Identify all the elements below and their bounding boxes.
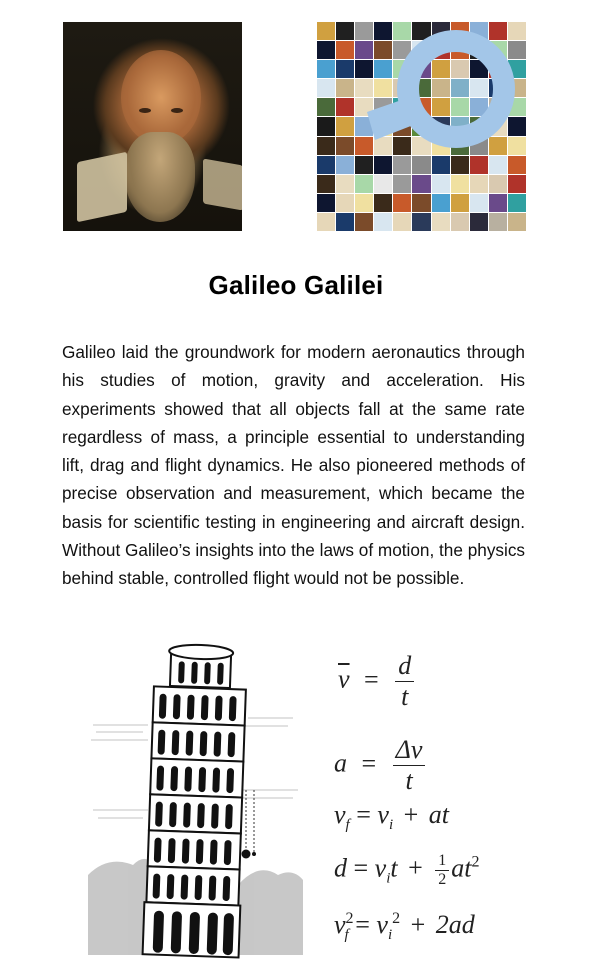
collage-tile: [374, 98, 392, 116]
collage-tile: [432, 117, 450, 135]
page-title: Galileo Galilei: [208, 270, 384, 300]
collage-tile: [412, 60, 430, 78]
collage-tile: [432, 213, 450, 231]
collage-tile: [470, 156, 488, 174]
collage-tile: [432, 137, 450, 155]
collage-tile: [317, 79, 335, 97]
fraction-one-half: $\frac{1}{2}$: [435, 852, 449, 889]
collage-tile: [336, 175, 354, 193]
falling-ball-small: [252, 852, 256, 856]
collage-tile: [317, 156, 335, 174]
collage-tile: [451, 194, 469, 212]
body-paragraph: Galileo laid the groundwork for modern aeronautics through his studies of motion, gravity and acceleration. His experiments showed that all objects fall at the same rate regardless of mass, a principle essential to understanding lift, drag and flight dynamics. He also pioneered methods of precise observation and measurement, which became the basis for scientific testing in engineering and aircraft design. Without Galileo’s insights into the laws of motion, the physics behind stable, controlled flight would not be possible.: [62, 342, 526, 589]
collage-tile: [374, 175, 392, 193]
collage-tile: [336, 22, 354, 40]
leaning-tower-illustration: [88, 640, 303, 960]
collage-tile: [489, 22, 507, 40]
collage-tile: [355, 156, 373, 174]
collage-tile: [489, 194, 507, 212]
collage-tile: [470, 98, 488, 116]
collage-tile: [432, 22, 450, 40]
portrait-head: [121, 50, 201, 145]
collage-tile: [451, 156, 469, 174]
collage-tile: [336, 79, 354, 97]
collage-tile: [432, 175, 450, 193]
collage-tile: [412, 137, 430, 155]
collage-tile: [317, 98, 335, 116]
collage-tile: [432, 41, 450, 59]
image-collage-mosaic: [317, 22, 526, 231]
portrait-eye-left: [139, 108, 151, 113]
collage-tile: [355, 175, 373, 193]
collage-tile: [374, 41, 392, 59]
collage-tile: [432, 194, 450, 212]
collage-tile: [470, 60, 488, 78]
collage-tile: [508, 22, 526, 40]
collage-tile: [489, 156, 507, 174]
collage-tile: [317, 213, 335, 231]
collage-tile: [451, 213, 469, 231]
collage-tile: [336, 213, 354, 231]
collage-tile: [489, 137, 507, 155]
galileo-portrait-image: [63, 22, 242, 231]
collage-tile: [355, 117, 373, 135]
collage-tile: [374, 156, 392, 174]
collage-tile: [451, 137, 469, 155]
collage-tile: [470, 41, 488, 59]
collage-tile: [412, 22, 430, 40]
collage-tile: [412, 117, 430, 135]
collage-tile: [374, 117, 392, 135]
collage-tile: [412, 175, 430, 193]
collage-tile: [355, 60, 373, 78]
collage-tile: [355, 137, 373, 155]
collage-tile: [336, 137, 354, 155]
collage-tile: [432, 156, 450, 174]
collage-tile: [336, 117, 354, 135]
fraction-delta-v-over-t: $\frac{\Delta v}{t}$: [393, 736, 426, 795]
collage-tile: [393, 175, 411, 193]
collage-tile: [470, 79, 488, 97]
fraction-d-over-t: $\frac{d}{t}$: [395, 652, 414, 711]
equation-velocity-squared: $v^2_f = v_i^2 + 2ad$: [334, 910, 475, 943]
collage-tile: [317, 137, 335, 155]
equation-acceleration: a = $\frac{\Delta v}{t}$: [334, 736, 427, 795]
collage-tile: [489, 41, 507, 59]
collage-tile: [393, 79, 411, 97]
collage-tile: [393, 213, 411, 231]
portrait-beard: [125, 132, 195, 222]
collage-tile: [508, 194, 526, 212]
collage-tile: [393, 60, 411, 78]
portrait-collar-left: [77, 152, 127, 223]
collage-tile: [432, 98, 450, 116]
collage-tile: [508, 60, 526, 78]
collage-tile: [393, 194, 411, 212]
collage-tile: [355, 194, 373, 212]
collage-tile: [508, 137, 526, 155]
collage-tile: [317, 117, 335, 135]
collage-tile: [451, 98, 469, 116]
collage-tile: [412, 41, 430, 59]
collage-tile: [317, 41, 335, 59]
collage-tile: [451, 79, 469, 97]
equation-final-velocity: $v_f = v_i$ + at: [334, 800, 450, 833]
collage-tile: [470, 137, 488, 155]
collage-tile: [393, 98, 411, 116]
collage-tile: [374, 79, 392, 97]
collage-tile: [336, 98, 354, 116]
collage-tile: [374, 194, 392, 212]
collage-tile: [470, 213, 488, 231]
collage-tile: [508, 213, 526, 231]
collage-tile: [432, 79, 450, 97]
portrait-collar-right: [203, 158, 242, 210]
collage-tile: [412, 79, 430, 97]
collage-tile: [508, 117, 526, 135]
collage-tile: [470, 22, 488, 40]
collage-tile: [451, 175, 469, 193]
collage-tile: [412, 213, 430, 231]
collage-tile: [489, 213, 507, 231]
collage-tile: [412, 156, 430, 174]
collage-tile: [489, 98, 507, 116]
collage-tile: [508, 175, 526, 193]
collage-tile: [412, 194, 430, 212]
collage-tile: [489, 175, 507, 193]
collage-tile: [451, 22, 469, 40]
collage-tile: [393, 137, 411, 155]
collage-tile: [489, 60, 507, 78]
collage-tile: [355, 98, 373, 116]
collage-tile: [393, 156, 411, 174]
collage-tile: [317, 22, 335, 40]
equation-average-velocity: $\overline{v}$ = $\frac{d}{t}$: [338, 652, 416, 711]
collage-tile: [451, 41, 469, 59]
collage-tile: [317, 175, 335, 193]
collage-tile: [336, 41, 354, 59]
falling-ball-large: [242, 850, 251, 859]
collage-tile: [317, 60, 335, 78]
collage-tile: [432, 60, 450, 78]
equation-displacement: $d = v_it$ + $\frac{1}{2}$ $at^2$: [334, 852, 480, 888]
collage-tile: [374, 137, 392, 155]
collage-tile: [508, 98, 526, 116]
collage-tile: [336, 194, 354, 212]
collage-tile: [355, 213, 373, 231]
collage-tile: [374, 60, 392, 78]
collage-tile: [336, 156, 354, 174]
collage-tile: [374, 22, 392, 40]
collage-tile: [451, 60, 469, 78]
collage-tile: [355, 22, 373, 40]
collage-tile: [336, 60, 354, 78]
collage-tile: [355, 79, 373, 97]
portrait-eye-right: [171, 108, 183, 113]
collage-tile: [508, 79, 526, 97]
collage-tile: [412, 98, 430, 116]
collage-tile: [393, 41, 411, 59]
collage-tile: [508, 156, 526, 174]
collage-tile: [489, 79, 507, 97]
collage-tile: [451, 117, 469, 135]
collage-tile: [355, 41, 373, 59]
collage-tile: [317, 194, 335, 212]
collage-tile: [393, 22, 411, 40]
collage-tile: [393, 117, 411, 135]
collage-tile: [508, 41, 526, 59]
collage-tile: [489, 117, 507, 135]
collage-tile: [470, 175, 488, 193]
collage-tile: [470, 117, 488, 135]
collage-tile: [470, 194, 488, 212]
collage-tile: [374, 213, 392, 231]
